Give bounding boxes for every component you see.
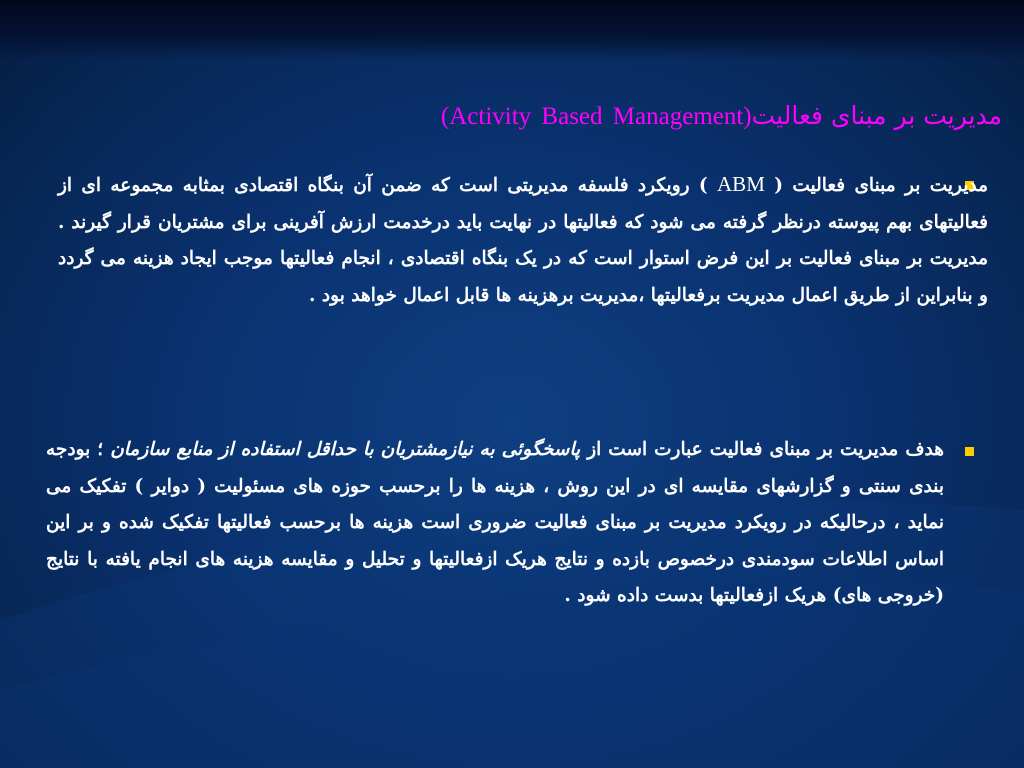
paragraph-2-text-start: هدف مدیریت بر مبنای فعالیت عبارت است از bbox=[580, 439, 944, 460]
abm-acronym: ABM bbox=[717, 172, 765, 196]
top-dark-band bbox=[0, 0, 1024, 60]
bullet-paragraph-2 bbox=[46, 432, 944, 615]
paragraph-2-italic-goal: پاسخگوئی به نیازمشتریان با حداقل استفاده از منابع سازمان bbox=[110, 439, 581, 460]
paragraph-1-text-start: مدیریت بر مبنای فعالیت ( bbox=[764, 175, 988, 196]
bullet-marker-2 bbox=[965, 447, 974, 456]
slide-title bbox=[102, 94, 1002, 139]
title-persian: مدیریت بر مبنای فعالیت bbox=[751, 101, 1002, 130]
paragraph-2-text-rest: ؛ بودجه بندی سنتی و گزارشهای مقایسه ای در این روش ، هزینه ها را برحسب حوزه های مسئولیت ( دوایر ) تفکیک می نماید ، درحالیکه در رویکرد مدیریت بر مبنای فعالیت ضروری است هزینه ها برحسب فعالیتها تفکیک شده و بر این اساس اطلاعات سودمندی درخصوص بازده و نتایج هریک ازفعالیتها و تحلیل و مقایسه هزینه های انجام یافته با نتایج (خروجی های) هریک ازفعالیتها بدست داده شود . bbox=[46, 439, 944, 606]
paragraph-1-text-rest: ) رویکرد فلسفه مدیریتی است که ضمن آن بنگاه اقتصادی بمثابه مجموعه ای از فعالیتهای بهم پیوسته درنظر گرفته می شود که فعالیتها در نهایت باید درخدمت ارزش آفرینی برای مشتریان قرار گیرند . مدیریت بر مبنای فعالیت بر این فرض استوار است که در یک بنگاه اقتصادی ، انجام فعالیتها موجب ایجاد هزینه می گردد و بنابراین از طریق اعمال مدیریت برفعالیتها ،مدیریت برهزینه ها قابل اعمال خواهد بود . bbox=[58, 175, 988, 306]
bullet-paragraph-1 bbox=[58, 166, 988, 314]
title-english: (Activity Based Management) bbox=[440, 103, 752, 130]
